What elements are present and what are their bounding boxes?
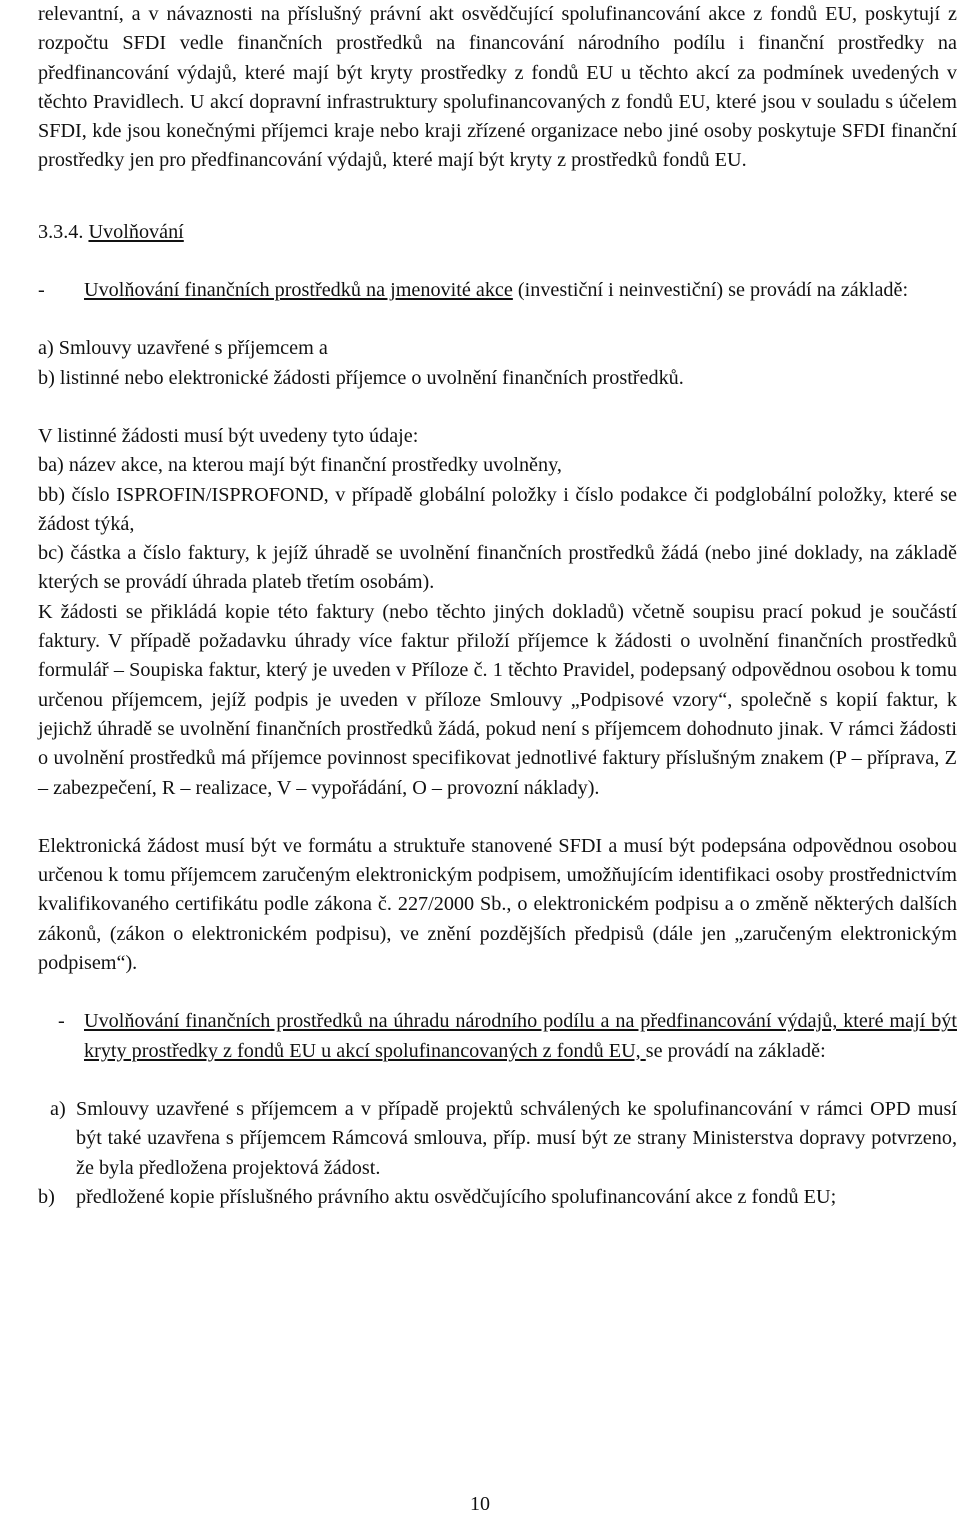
list-text: Smlouvy uzavřené s příjemcem a bbox=[58, 337, 328, 360]
list-item-release-national-share bbox=[38, 1007, 957, 1066]
paper-request-heading: V listinné žádosti musí být uvedeny tyto údaje: bbox=[38, 424, 419, 447]
section-heading bbox=[38, 218, 957, 247]
paper-request-item-ba: ba) název akce, na kterou mají být finanční prostředky uvolněny, bbox=[38, 454, 562, 477]
section-number: 3.3.4. bbox=[38, 220, 84, 243]
paper-request-attachment: K žádosti se přikládá kopie této faktury (nebo těchto jiných dokladů) včetně soupisu prací pokud je součástí faktury. V případě požadavku úhrady více faktur přiloží příjemce k žádosti o uvolnění finančních prostředků formulář – Soupiska faktur, který je uveden v Příloze č. 1 těchto Pravidel, podepsaný odpovědnou osobou k tomu určenou příjemcem, jejíž podpis je uveden v příloze Smlouvy „Podpisové vzory“, společně s kopií faktur, k jejichž úhradě se uvolnění finančních prostředků žádá, pokud není s příjemcem dohodnuto jinak. V rámci žádosti o uvolnění prostředků má příjemce povinnost specifikovat jednotlivé faktury příslušným znakem (P – příprava, Z – zabezpečení, R – realizace, V – vypořádání, O – provozní náklady). bbox=[38, 600, 957, 799]
list-text: předložené kopie příslušného právního aktu osvědčujícího spolufinancování akce z fondů EU; bbox=[76, 1185, 837, 1208]
paper-request-item-bb: bb) číslo ISPROFIN/ISPROFOND, v případě globální položky i číslo podakce či podglobální položky, které se žádost týká, bbox=[38, 483, 957, 535]
basis-item-b bbox=[38, 364, 957, 393]
basis-list bbox=[38, 334, 957, 393]
list-text: listinné nebo elektronické žádosti příjemce o uvolnění finančních prostředků. bbox=[59, 366, 684, 389]
list-text: Smlouvy uzavřené s příjemcem a v případě projektů schválených ke spolufinancování v rámci OPD musí být také uzavřena s příjemcem Rámcová smlouva, příp. musí být ze strany Ministerstva dopravy potvrzeno, že byla předložena projektová žádost. bbox=[76, 1097, 957, 1179]
item2-rest: se provádí na základě: bbox=[645, 1039, 826, 1062]
item1-rest: (investiční i neinvestiční) se provádí na základě: bbox=[512, 279, 909, 302]
page-number: 10 bbox=[470, 1493, 490, 1515]
item1-underlined: Uvolňování finančních prostředků na jmenovité akce bbox=[84, 279, 513, 302]
list-label: a) bbox=[38, 337, 54, 360]
list-item-release-named-actions bbox=[38, 276, 957, 305]
paper-request-item-bc: bc) částka a číslo faktury, k jejíž úhradě se uvolnění finančních prostředků žádá (nebo jiné doklady, na základě kterých se provádí úhrada plateb třetím osobám). bbox=[38, 542, 957, 594]
dash-bullet: - bbox=[58, 1010, 65, 1033]
basis2-item-b bbox=[38, 1183, 957, 1212]
list-label: b) bbox=[38, 366, 55, 389]
paper-request-section bbox=[38, 422, 957, 803]
item2-intro bbox=[84, 1007, 957, 1066]
item1-intro bbox=[84, 276, 957, 305]
intro-paragraph: relevantní, a v návaznosti na příslušný právní akt osvědčující spolufinancování akce z fondů EU, poskytují z rozpočtu SFDI vedle finančních prostředků na financování národního podílu i finanční prostředky na předfinancování výdajů, které mají být kryty prostředky z fondů EU u těchto akcí za podmínek uvedených v těchto Pravidlech. U akcí dopravní infrastruktury spolufinancovaných z fondů EU, které jsou v souladu s účelem SFDI, kde jsou konečnými příjemci kraje nebo kraji zřízené organizace nebo jiné osoby poskytuje SFDI finanční prostředky jen pro předfinancování výdajů, které mají být kryty z prostředků fondů EU. bbox=[38, 3, 957, 172]
list-label: a) bbox=[50, 1097, 66, 1120]
basis2-item-a bbox=[38, 1095, 957, 1183]
document-page bbox=[38, 0, 957, 1212]
list-label: b) bbox=[38, 1185, 55, 1208]
dash-bullet: - bbox=[38, 279, 45, 302]
electronic-request-paragraph: Elektronická žádost musí být ve formátu a struktuře stanovené SFDI a musí být podepsána odpovědnou osobou určenou k tomu příjemcem zaručeným elektronickým podpisem, umožňujícím identifikaci osoby prostřednictvím kvalifikovaného certifikátu podle zákona č. 227/2000 Sb., o elektronickém podpisu a o změně některých dalších zákonů, (zákon o elektronickém podpisu), ve znění pozdějších předpisů (dále jen „zaručeným elektronickým podpisem“). bbox=[38, 834, 957, 975]
basis-item-a bbox=[38, 334, 957, 363]
item2-underlined: Uvolňování finančních prostředků na úhradu národního podílu a na předfinancování výdajů, které mají být kryty prostředky z fondů EU u akcí spolufinancovaných z fondů EU, bbox=[84, 1010, 957, 1062]
basis-list-2 bbox=[38, 1095, 957, 1212]
section-title: Uvolňování bbox=[88, 220, 184, 243]
